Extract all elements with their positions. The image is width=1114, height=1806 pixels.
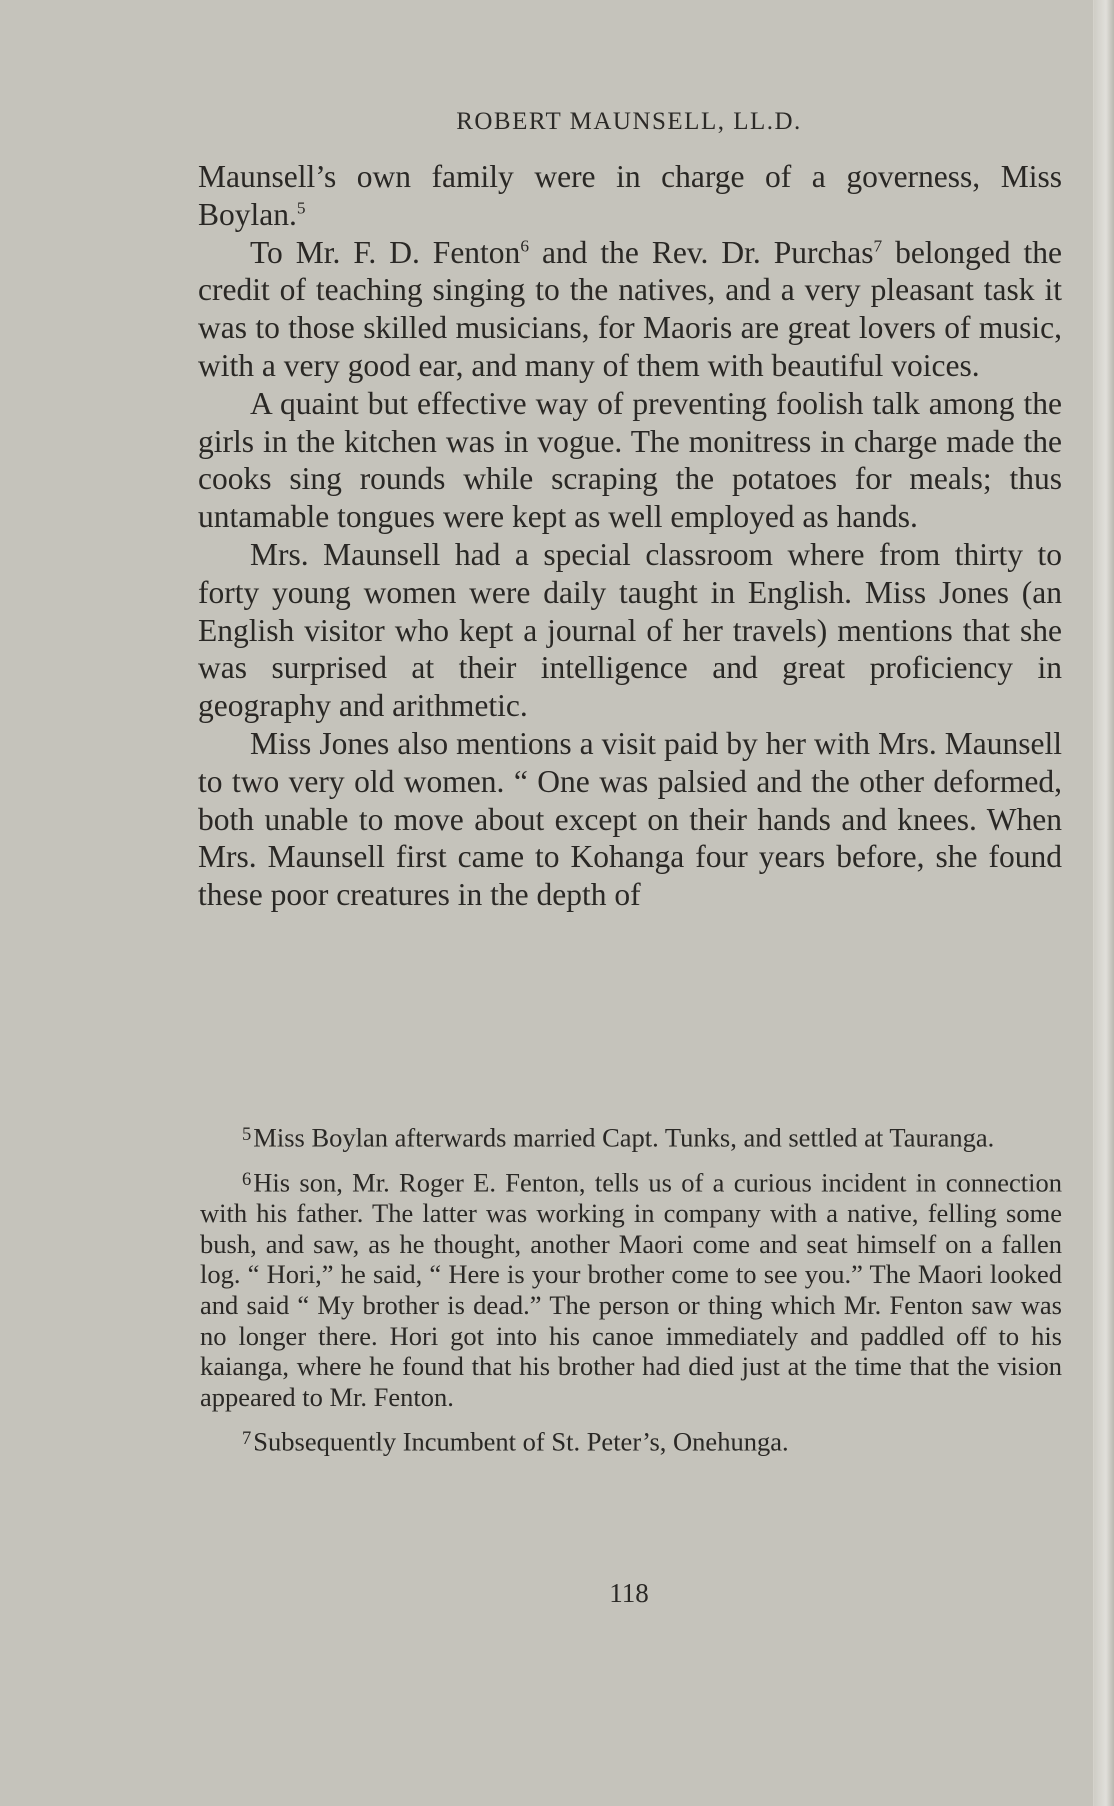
footnote-ref-5: 5 bbox=[296, 198, 306, 218]
footnote-text: Subsequently Incumbent of St. Peter’s, Onehunga. bbox=[253, 1426, 789, 1457]
paragraph-text: and the Rev. Dr. Purchas bbox=[528, 234, 874, 270]
footnote-text: Miss Boylan afterwards married Capt. Tunks, and settled at Tauranga. bbox=[253, 1122, 995, 1153]
footnote-5 bbox=[200, 1120, 1062, 1153]
paragraph-text: A quaint but effective way of preventing foolish talk among the girls in the kitchen was in vogue. The monitress in charge made the cooks sing rounds while scraping the potatoes for meals; thus untamable tongues were kept as well employed as hands. bbox=[198, 385, 1062, 535]
paragraph-text: Mrs. Maunsell had a special classroom where from thirty to forty young women were daily taught in English. Miss Jones (an English visitor who kept a journal of her travels) mentions that she was surprised at their intelligence and great proficiency in geography and arithmetic. bbox=[198, 536, 1062, 724]
running-header: ROBERT MAUNSELL, LL.D. bbox=[456, 108, 802, 135]
paragraph-text: belonged the credit of teaching singing to the natives, and a very pleasant task it was to those skilled musicians, for Maoris are great lovers of music, with a very good ear, and many of them with beautiful voices. bbox=[198, 234, 1062, 383]
footnote-text: His son, Mr. Roger E. Fenton, tells us of a curious incident in connection with his father. The latter was working in company with a native, felling some bush, and saw, as he thought, another Maori come and seat himself on a fallen log. “ Hori,” he said, “ Here is your brother come to see you.” The Maori looked and said “ My brother is dead.” The person or thing which Mr. Fenton saw was no longer there. Hori got into his canoe immediately and paddled off to his kaianga, where he found that his brother had died just at the time that the vision appeared to Mr. Fenton. bbox=[200, 1167, 1062, 1412]
footnote-6 bbox=[200, 1165, 1062, 1412]
paragraph-text: To Mr. F. D. Fenton bbox=[250, 234, 521, 270]
paragraph-3 bbox=[198, 385, 1062, 536]
footnote-7 bbox=[200, 1424, 1062, 1457]
paragraph-2 bbox=[198, 234, 1062, 385]
paragraph-1 bbox=[198, 158, 1062, 234]
footnote-ref-7: 7 bbox=[873, 236, 883, 256]
footnote-number: 5 bbox=[242, 1124, 252, 1145]
page-edge bbox=[1094, 0, 1114, 1806]
paragraph-text: Miss Jones also mentions a visit paid by her with Mrs. Maunsell to two very old women. “ One was palsied and the other deformed, both unable to move about except on their hands and knees. When Mrs. Maunsell first came to Kohanga four years before, she found these poor creatures in the depth of bbox=[198, 725, 1062, 913]
body-text bbox=[198, 158, 1062, 914]
paragraph-5 bbox=[198, 725, 1062, 914]
footnote-number: 7 bbox=[242, 1428, 252, 1450]
page-number: 118 bbox=[609, 1578, 649, 1608]
paragraph-text: Maunsell’s own family were in charge of a governess, Miss Boylan. bbox=[198, 159, 1062, 232]
footnote-ref-6: 6 bbox=[520, 236, 529, 256]
paragraph-4 bbox=[198, 536, 1062, 725]
footnote-number: 6 bbox=[242, 1169, 252, 1191]
footnotes bbox=[200, 1120, 1062, 1469]
